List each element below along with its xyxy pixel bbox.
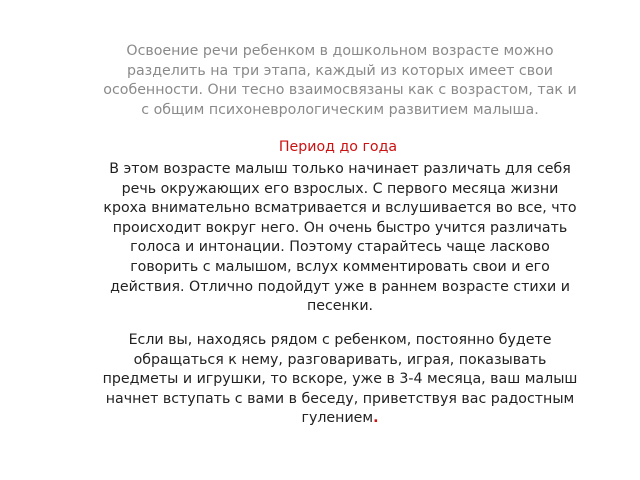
paragraph-end-mark: . xyxy=(373,410,379,427)
body-paragraph-1: В этом возрасте малыш только начинает различать для себя речь окружающих его взрослых. С первого месяца жизни кроха внимательно всматривается и вслушивается во все, что происходит вокруг него. Он очень быстро учится различать голоса и интонации. Поэтому старайтесь чаще ласково говорить с малышом, вслух комментировать свои и его действия. Отлично подойдут уже в раннем возрасте стихи и песенки. xyxy=(103,161,577,315)
body-paragraph-2-text: Если вы, находясь рядом с ребенком, постоянно будете обращаться к нему, разговаривать, играя, показывать предметы и игрушки, то вскоре, уже в 3-4 месяца, ваш малыш начнет вступать с вами в беседу, приветствуя вас радостным гулением xyxy=(102,332,578,427)
body-paragraph-2 xyxy=(100,331,580,429)
intro-paragraph: Освоение речи ребенком в дошкольном возрасте можно разделить на три этапа, каждый из которых имеет свои особенности. Они тесно взаимосвязаны как с возрастом, так и с общим психоневрологическим развитием малыша. xyxy=(103,43,577,118)
section-title: Период до года xyxy=(278,139,398,155)
